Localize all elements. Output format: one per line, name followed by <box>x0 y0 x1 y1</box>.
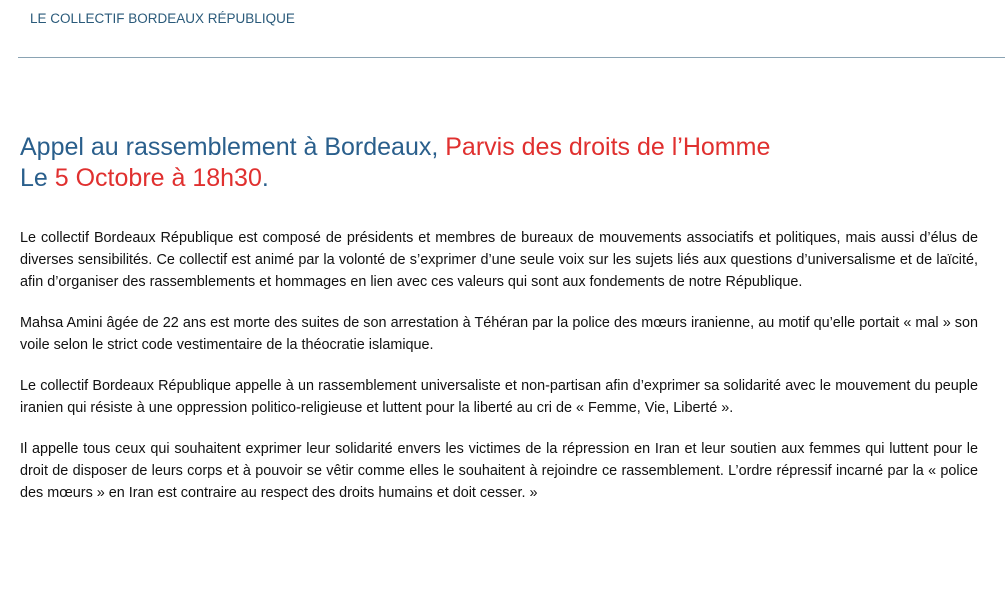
header-divider <box>18 57 1005 58</box>
organization-header: LE COLLECTIF BORDEAUX RÉPUBLIQUE <box>30 11 295 26</box>
paragraph-mahsa-amini: Mahsa Amini âgée de 22 ans est morte des suites de son arrestation à Téhéran par la police des mœurs iranienne, au motif qu’elle portait « mal » son voile selon le strict code vestimentaire de la théocratie islamique. <box>20 315 978 353</box>
title-place-highlight: Parvis des droits de l’Homme <box>445 132 771 161</box>
title-date-highlight: 5 Octobre à 18h30 <box>54 163 262 192</box>
article-body <box>20 227 978 523</box>
page-title <box>20 132 990 194</box>
paragraph-collective-intro: Le collectif Bordeaux République est composé de présidents et membres de bureaux de mouvements associatifs et politiques, mais aussi d’élus de diverses sensibilités. Ce collectif est animé par la volonté de s’exprimer d’une seule voix sur les sujets liés aux questions d’universalisme et de laïcité, afin d’organiser des rassemblements et hommages en lien avec ces valeurs qui sont aux fondements de notre République. <box>20 230 978 290</box>
title-location-text: Appel au rassemblement à Bordeaux, <box>20 132 446 161</box>
title-date-suffix: . <box>261 163 269 192</box>
paragraph-solidarity-appeal: Il appelle tous ceux qui souhaitent exprimer leur solidarité envers les victimes de la répression en Iran et leur soutien aux femmes qui luttent pour le droit de disposer de leurs corps et à pouvoir se vêtir comme elles le souhaitent à rejoindre ce rassemblement. L’ordre répressif incarné par la « police des mœurs » en Iran est contraire au respect des droits humains et doit cesser. » <box>20 441 978 501</box>
title-date-prefix: Le <box>20 163 55 192</box>
paragraph-rally-call: Le collectif Bordeaux République appelle à un rassemblement universaliste et non-partisan afin d’exprimer sa solidarité avec le mouvement du peuple iranien qui résiste à une oppression politico-religieuse et luttent pour la liberté au cri de « Femme, Vie, Liberté ». <box>20 378 978 416</box>
